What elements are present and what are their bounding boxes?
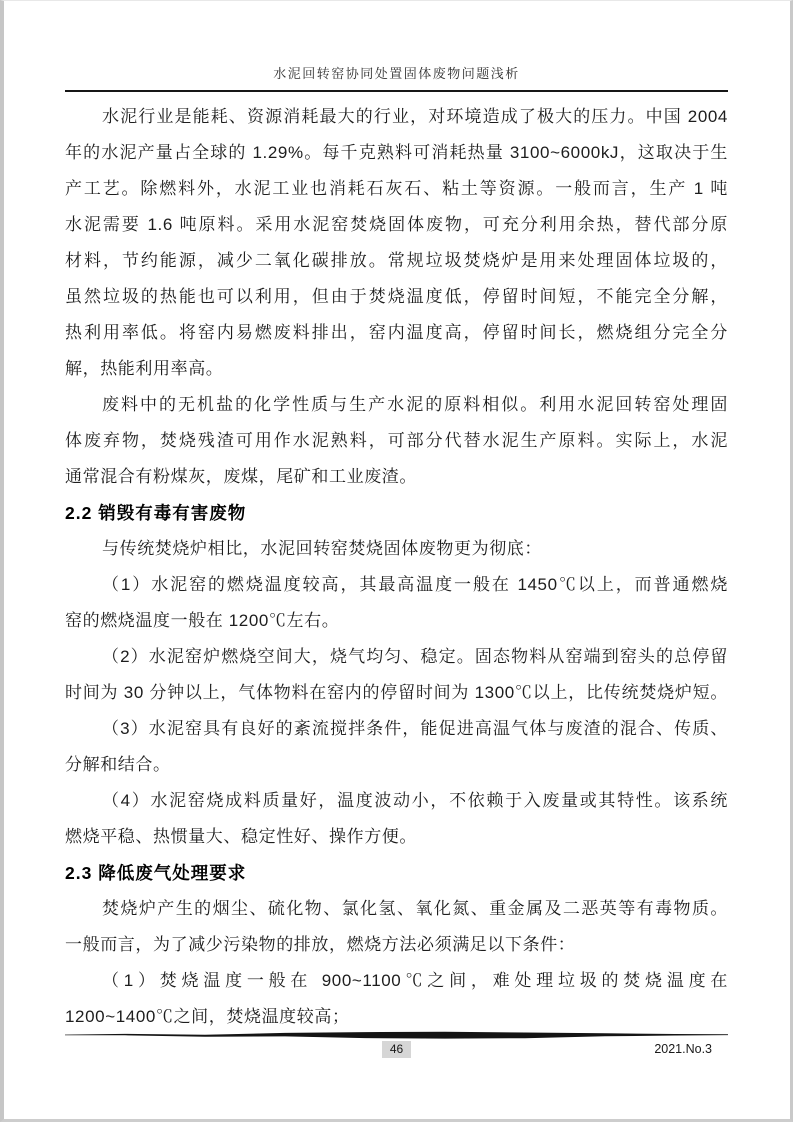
section-heading-2-3: 2.3 降低废气处理要求	[65, 863, 247, 883]
text-line: 1200~1400℃之间，焚烧温度较高；	[65, 1007, 350, 1026]
text-line: 解，热能利用率高。	[65, 359, 224, 378]
page-number-value: 46	[382, 1041, 411, 1058]
text-line: 体废弃物，焚烧残渣可用作水泥熟料，可部分代替水泥生产原料。实际上，水泥	[65, 431, 728, 450]
footer	[65, 1039, 728, 1059]
text-line: 水泥需要 1.6 吨原料。采用水泥窑焚烧固体废物，可充分利用余热，替代部分原	[65, 215, 728, 234]
page-number	[65, 1039, 728, 1059]
text-line: 产工艺。除燃料外，水泥工业也消耗石灰石、粘土等资源。一般而言，生产 1 吨	[65, 179, 728, 198]
text-line: 废料中的无机盐的化学性质与生产水泥的原料相似。利用水泥回转窑处理固	[102, 395, 728, 414]
text-line: （3）水泥窑具有良好的紊流搅拌条件，能促进高温气体与废渣的混合、传质、	[102, 719, 728, 738]
text-line: 年的水泥产量占全球的 1.29%。每千克熟料可消耗热量 3100~6000kJ，这取决于生	[65, 143, 728, 162]
text-line: 焚烧炉产生的烟尘、硫化物、氯化氢、氧化氮、重金属及二恶英等有毒物质。	[102, 899, 728, 918]
issue-number: 2021.No.3	[654, 1042, 712, 1056]
text-line: 分解和结合。	[65, 755, 171, 774]
text-line: 虽然垃圾的热能也可以利用，但由于焚烧温度低，停留时间短，不能完全分解，	[65, 287, 728, 306]
text-line: （1）水泥窑的燃烧温度较高，其最高温度一般在 1450℃以上，而普通燃烧	[102, 575, 728, 594]
text-line: 水泥行业是能耗、资源消耗最大的行业，对环境造成了极大的压力。中国 2004	[102, 107, 728, 126]
header-rule	[65, 90, 728, 92]
text-line: 窑的燃烧温度一般在 1200℃左右。	[65, 611, 340, 630]
section-heading-2-2: 2.2 销毁有毒有害废物	[65, 503, 247, 523]
text-line: 与传统焚烧炉相比，水泥回转窑焚烧固体废物更为彻底：	[102, 539, 542, 558]
text-line: （1）焚烧温度一般在 900~1100℃之间，难处理垃圾的焚烧温度在	[102, 971, 728, 990]
article-body	[65, 99, 728, 1035]
running-head-title: 水泥回转窑协同处置固体废物问题浅析	[273, 66, 520, 81]
text-line: 时间为 30 分钟以上，气体物料在窑内的停留时间为 1300℃以上，比传统焚烧炉短。	[65, 683, 728, 702]
text-line: 一般而言，为了减少污染物的排放，燃烧方法必须满足以下条件：	[65, 935, 576, 954]
text-line: （2）水泥窑炉燃烧空间大，烧气均匀、稳定。固态物料从窑端到窑头的总停留	[102, 647, 728, 666]
text-line: 热利用率低。将窑内易燃废料排出，窑内温度高，停留时间长，燃烧组分完全分	[65, 323, 728, 342]
text-line: 燃烧平稳、热惯量大、稳定性好、操作方便。	[65, 827, 417, 846]
text-line: 材料，节约能源，减少二氧化碳排放。常规垃圾焚烧炉是用来处理固体垃圾的，	[65, 251, 728, 270]
text-line: 通常混合有粉煤灰，废煤，尾矿和工业废渣。	[65, 467, 417, 486]
text-line: （4）水泥窑烧成料质量好，温度波动小，不依赖于入废量或其特性。该系统	[102, 791, 728, 810]
